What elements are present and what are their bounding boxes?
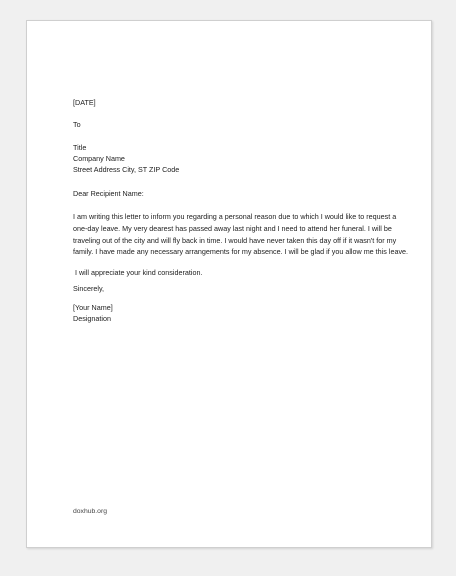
salutation: Dear Recipient Name:	[73, 189, 144, 198]
street-address: Street Address City, ST ZIP Code	[73, 165, 180, 174]
appreciation-line: I will appreciate your kind consideration.	[75, 268, 203, 277]
company-name: Company Name	[73, 154, 125, 163]
to-line: To	[73, 120, 81, 129]
designation: Designation	[73, 314, 111, 323]
recipient-title: Title	[73, 143, 87, 152]
document-page	[26, 20, 432, 548]
source-footer: doxhub.org	[73, 508, 108, 515]
date-line: [DATE]	[73, 98, 96, 107]
your-name: [Your Name]	[73, 303, 113, 312]
letter-body: I am writing this letter to inform you regarding a personal reason due to which I would like to request a one-day leave. My very dearest has passed away last night and I need to attend her funeral. I will be traveling out of the city and will fly back in time. I would have never taken this day off if it wasn't for my family. I have made any necessary arrangements for my absence. I will be glad if you allow me this leave.	[73, 212, 409, 257]
closing: Sincerely,	[73, 284, 105, 293]
